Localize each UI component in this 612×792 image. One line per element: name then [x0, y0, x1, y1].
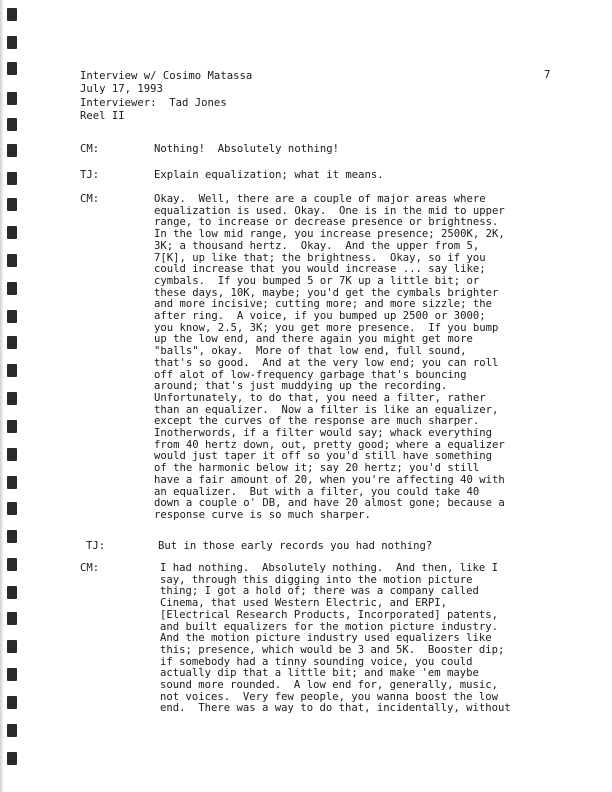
text-line: sound more rounded. A low end for, generally, music, — [160, 679, 499, 692]
entry-text — [154, 144, 574, 156]
text-line: In the low mid range, you increase presence; 2500K, 2K, — [154, 228, 505, 241]
binding-hole — [7, 310, 17, 323]
text-line: Explain equalization; what it means. — [154, 169, 384, 181]
text-line: actually dip that a little bit; and make 'em maybe — [160, 667, 479, 680]
text-line: than an equalizer. Now a filter is like an equalizer, — [154, 403, 499, 416]
binding-hole — [7, 640, 17, 653]
binding-hole — [7, 612, 17, 625]
binding-hole — [7, 752, 17, 765]
binding-hole — [7, 118, 17, 131]
binding-hole — [7, 558, 17, 571]
text-line: and built equalizers for the motion picture industry. — [160, 620, 499, 633]
binding-hole — [7, 282, 17, 295]
entry-text — [160, 563, 580, 715]
header-line-reel: Reel II — [80, 110, 125, 123]
text-line: Inotherwords, if a filter would say; whack everything — [154, 427, 493, 440]
entry-text — [158, 541, 578, 553]
binding-hole — [7, 696, 17, 709]
text-line: up the low end, and there again you might get more — [154, 333, 473, 346]
text-line: response curve is so much sharper. — [154, 508, 371, 521]
text-line: thing; I got a hold of; there was a company called — [160, 585, 479, 598]
binding-hole — [7, 198, 17, 211]
text-line: would just taper it off so you'd still have something — [154, 450, 493, 463]
header-line-title: Interview w/ Cosimo Matassa — [80, 70, 253, 82]
binding-hole — [7, 92, 17, 105]
text-line: cymbals. If you bumped 5 or 7K up a little bit; or — [154, 274, 480, 287]
text-line: and more incisive; cutting more; and more sizzle; the — [154, 298, 493, 311]
binding-hole — [7, 668, 17, 681]
speaker-label: CM: — [80, 143, 100, 155]
text-line: I had nothing. Absolutely nothing. And then, like I — [160, 562, 499, 574]
header-line-interviewer: Interviewer: Tad Jones — [80, 96, 227, 109]
text-line: around; that's just muddying up the recording. — [154, 380, 448, 393]
binding-hole — [7, 392, 17, 405]
binding-hole — [7, 724, 17, 737]
text-line: But in those early records you had nothing? — [158, 540, 433, 552]
binding-hole — [7, 336, 17, 349]
binding-hole — [7, 364, 17, 377]
speaker-label: TJ: — [86, 540, 106, 552]
text-line: except the curves of the response are much sharper. — [154, 415, 480, 428]
text-line: Unfortunately, to do that, you need a filter, rather — [154, 391, 486, 404]
text-line: 7[K], up like that; the brightness. Okay, so if you — [154, 251, 486, 264]
text-line: Okay. Well, there are a couple of major areas where — [154, 193, 486, 205]
text-line: Cinema, that used Western Electric, and ERPI, — [160, 597, 448, 610]
binding-hole — [7, 172, 17, 185]
binding-hole — [7, 8, 17, 21]
binding-hole — [7, 254, 17, 267]
text-line: off alot of low-frequency garbage that's bouncing — [154, 368, 467, 381]
text-line: not voices. Very few people, you wanna boost the low — [160, 690, 499, 703]
speaker-label: CM: — [80, 193, 100, 205]
text-line: end. There was a way to do that, incidentally, without — [160, 702, 511, 715]
text-line: an equalizer. But with a filter, you could take 40 — [154, 485, 480, 498]
binding-hole — [7, 226, 17, 239]
text-line: that's so good. And at the very low end; you can roll — [154, 356, 499, 369]
binding-hole — [7, 586, 17, 599]
text-line: equalization is used. Okay. One is in the mid to upper — [154, 204, 505, 217]
binding-hole — [7, 144, 17, 157]
header-line-date: July 17, 1993 — [80, 83, 163, 96]
text-line: if somebody had a tinny sounding voice, you could — [160, 655, 473, 668]
binding-hole — [7, 476, 17, 489]
text-line: after ring. A voice, if you bumped up 2500 or 3000; — [154, 310, 486, 323]
entry-text — [154, 170, 574, 182]
binding-hole — [7, 502, 17, 515]
binding-hole — [7, 420, 17, 433]
binding-hole — [7, 448, 17, 461]
text-line: And the motion picture industry used equalizers like — [160, 632, 492, 645]
entry-text — [154, 194, 574, 522]
text-line: [Electrical Research Products, Incorporated] patents, — [160, 608, 499, 621]
binding-holes — [0, 0, 26, 792]
binding-hole — [7, 62, 17, 75]
text-line: this; presence, which would be 3 and 5K. Booster dip; — [160, 643, 505, 656]
page-number: 7 — [544, 69, 551, 81]
speaker-label: CM: — [80, 562, 100, 574]
document-header — [80, 70, 252, 124]
binding-hole — [7, 530, 17, 543]
speaker-label: TJ: — [80, 169, 100, 181]
text-line: say, through this digging into the motion picture — [160, 573, 473, 586]
binding-hole — [7, 36, 17, 49]
text-line: these days, 10K, maybe; you'd get the cymbals brighter — [154, 286, 499, 299]
text-line: range, to increase or decrease presence or brightness. — [154, 216, 499, 229]
text-line: down a couple o' DB, and have 20 almost gone; because a — [154, 497, 505, 510]
text-line: you know, 2.5, 3K; you get more presence. If you bump — [154, 321, 499, 334]
text-line: could increase that you would increase ... say like; — [154, 263, 486, 276]
text-line: from 40 hertz down, out, pretty good; where a equalizer — [154, 438, 505, 451]
text-line: of the harmonic below it; say 20 hertz; you'd still — [154, 462, 480, 475]
text-line: "balls", okay. More of that low end, full sound, — [154, 345, 467, 358]
text-line: have a fair amount of 20, when you're affecting 40 with — [154, 473, 505, 486]
text-line: Nothing! Absolutely nothing! — [154, 143, 339, 155]
text-line: 3K; a thousand hertz. Okay. And the upper from 5, — [154, 239, 480, 252]
